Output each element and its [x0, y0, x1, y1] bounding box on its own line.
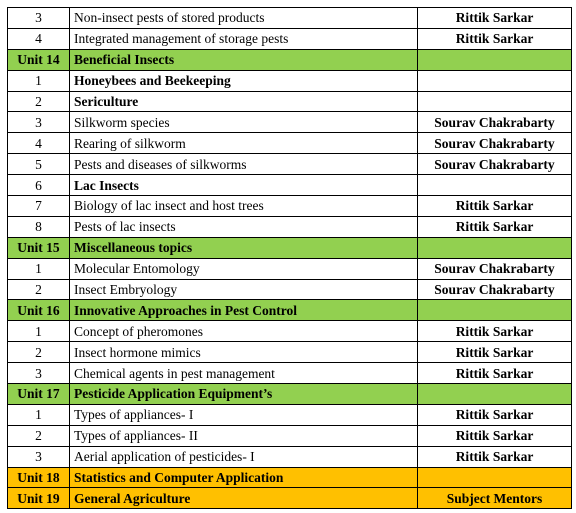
- topic-cell: Honeybees and Beekeeping: [70, 70, 418, 91]
- mentor-cell: Rittik Sarkar: [418, 425, 572, 446]
- topic-cell: Molecular Entomology: [70, 258, 418, 279]
- mentor-cell: Subject Mentors: [418, 488, 572, 509]
- topic-cell: Biology of lac insect and host trees: [70, 196, 418, 217]
- topic-row: [8, 279, 572, 300]
- serial-number-cell: 3: [8, 446, 70, 467]
- topic-cell: Pests of lac insects: [70, 216, 418, 237]
- topic-row: [8, 342, 572, 363]
- mentor-cell: Rittik Sarkar: [418, 342, 572, 363]
- unit-number-cell: Unit 14: [8, 49, 70, 70]
- unit-header-row: [8, 300, 572, 321]
- subheading-row: [8, 70, 572, 91]
- unit-number-cell: Unit 15: [8, 237, 70, 258]
- mentor-cell: Rittik Sarkar: [418, 446, 572, 467]
- topic-cell: Chemical agents in pest management: [70, 363, 418, 384]
- mentor-cell: [418, 384, 572, 405]
- serial-number-cell: 2: [8, 91, 70, 112]
- topic-row: [8, 28, 572, 49]
- unit-header-row: [8, 467, 572, 488]
- topic-row: [8, 133, 572, 154]
- topic-row: [8, 112, 572, 133]
- topic-cell: Insect hormone mimics: [70, 342, 418, 363]
- topic-cell: Types of appliances- I: [70, 404, 418, 425]
- topic-row: [8, 363, 572, 384]
- serial-number-cell: 1: [8, 321, 70, 342]
- serial-number-cell: 1: [8, 70, 70, 91]
- mentor-cell: Sourav Chakrabarty: [418, 154, 572, 175]
- unit-header-row: [8, 488, 572, 509]
- topic-row: [8, 216, 572, 237]
- topic-row: [8, 425, 572, 446]
- serial-number-cell: 3: [8, 363, 70, 384]
- unit-header-row: [8, 384, 572, 405]
- topic-row: [8, 196, 572, 217]
- mentor-cell: Rittik Sarkar: [418, 321, 572, 342]
- mentor-cell: Sourav Chakrabarty: [418, 133, 572, 154]
- unit-title-cell: General Agriculture: [70, 488, 418, 509]
- topic-cell: Integrated management of storage pests: [70, 28, 418, 49]
- serial-number-cell: 2: [8, 279, 70, 300]
- topic-cell: Types of appliances- II: [70, 425, 418, 446]
- mentor-cell: [418, 91, 572, 112]
- mentor-cell: [418, 175, 572, 196]
- topic-cell: Non-insect pests of stored products: [70, 8, 418, 29]
- topic-cell: Aerial application of pesticides- I: [70, 446, 418, 467]
- serial-number-cell: 2: [8, 425, 70, 446]
- mentor-cell: [418, 49, 572, 70]
- unit-header-row: [8, 49, 572, 70]
- unit-title-cell: Beneficial Insects: [70, 49, 418, 70]
- serial-number-cell: 2: [8, 342, 70, 363]
- serial-number-cell: 1: [8, 404, 70, 425]
- serial-number-cell: 1: [8, 258, 70, 279]
- mentor-cell: Rittik Sarkar: [418, 216, 572, 237]
- mentor-cell: Rittik Sarkar: [418, 8, 572, 29]
- serial-number-cell: 4: [8, 28, 70, 49]
- serial-number-cell: 3: [8, 112, 70, 133]
- topic-cell: Concept of pheromones: [70, 321, 418, 342]
- mentor-cell: [418, 467, 572, 488]
- mentor-cell: Sourav Chakrabarty: [418, 279, 572, 300]
- unit-number-cell: Unit 19: [8, 488, 70, 509]
- serial-number-cell: 4: [8, 133, 70, 154]
- mentor-cell: [418, 300, 572, 321]
- unit-number-cell: Unit 18: [8, 467, 70, 488]
- mentor-cell: Rittik Sarkar: [418, 196, 572, 217]
- unit-title-cell: Statistics and Computer Application: [70, 467, 418, 488]
- unit-number-cell: Unit 17: [8, 384, 70, 405]
- subheading-row: [8, 91, 572, 112]
- serial-number-cell: 8: [8, 216, 70, 237]
- mentor-cell: [418, 237, 572, 258]
- syllabus-table-container: [7, 7, 572, 509]
- topic-cell: Rearing of silkworm: [70, 133, 418, 154]
- mentor-cell: Rittik Sarkar: [418, 363, 572, 384]
- topic-cell: Insect Embryology: [70, 279, 418, 300]
- serial-number-cell: 5: [8, 154, 70, 175]
- unit-title-cell: Miscellaneous topics: [70, 237, 418, 258]
- topic-row: [8, 154, 572, 175]
- syllabus-table-body: [8, 8, 572, 509]
- unit-number-cell: Unit 16: [8, 300, 70, 321]
- topic-cell: Sericulture: [70, 91, 418, 112]
- topic-row: [8, 321, 572, 342]
- topic-cell: Lac Insects: [70, 175, 418, 196]
- mentor-cell: [418, 70, 572, 91]
- unit-title-cell: Pesticide Application Equipment’s: [70, 384, 418, 405]
- topic-row: [8, 446, 572, 467]
- mentor-cell: Sourav Chakrabarty: [418, 258, 572, 279]
- topic-cell: Silkworm species: [70, 112, 418, 133]
- subheading-row: [8, 175, 572, 196]
- topic-row: [8, 258, 572, 279]
- mentor-cell: Rittik Sarkar: [418, 404, 572, 425]
- syllabus-table: [7, 7, 572, 509]
- serial-number-cell: 3: [8, 8, 70, 29]
- serial-number-cell: 6: [8, 175, 70, 196]
- topic-row: [8, 8, 572, 29]
- unit-title-cell: Innovative Approaches in Pest Control: [70, 300, 418, 321]
- mentor-cell: Sourav Chakrabarty: [418, 112, 572, 133]
- unit-header-row: [8, 237, 572, 258]
- topic-row: [8, 404, 572, 425]
- serial-number-cell: 7: [8, 196, 70, 217]
- mentor-cell: Rittik Sarkar: [418, 28, 572, 49]
- topic-cell: Pests and diseases of silkworms: [70, 154, 418, 175]
